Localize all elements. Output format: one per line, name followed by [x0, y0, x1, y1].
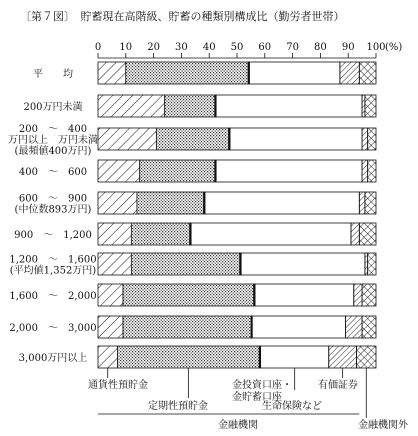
bar-segment-5 [351, 223, 359, 245]
category-label: 200 〜 400 [18, 124, 88, 135]
group-label-nonfinancial: 金融機関外 [358, 420, 408, 431]
legend-label-2: 定期性預貯金 [148, 401, 208, 412]
x-tick-label: 20 [147, 42, 160, 53]
x-tick-label: 70 [286, 42, 299, 53]
category-label: 1,600 〜 2,000 [9, 291, 97, 302]
bar-segment-1 [98, 62, 126, 84]
bar-segment-4 [216, 95, 362, 117]
category-label: 2,000 〜 3,000 [9, 323, 97, 334]
category-label: 平 均 [33, 69, 73, 80]
chart-title: 〔第７図〕 貯蓄現在高階級、貯蓄の種類別構成比（勤労者世帯） [20, 10, 345, 23]
bar-segment-4 [205, 192, 359, 214]
bar-segment-6 [368, 128, 376, 150]
bar-segment-6 [357, 346, 376, 368]
bar-segment-2 [137, 192, 204, 214]
bar-segment-6 [368, 160, 376, 182]
x-tick-label: 90 [341, 42, 355, 53]
bar-segment-6 [359, 62, 376, 84]
bar-segment-6 [365, 192, 376, 214]
bar-segment-4 [250, 62, 340, 84]
bar-segment-5 [345, 316, 362, 338]
legend [88, 368, 409, 431]
bar-segment-5 [340, 62, 359, 84]
x-axis-unit: (%) [385, 42, 403, 53]
bar-segment-4 [241, 253, 365, 275]
group-label-financial: 金融機関 [218, 420, 258, 431]
category-label: 400 〜 600 [18, 167, 88, 178]
bar-segment-6 [359, 223, 376, 245]
bars [98, 62, 376, 368]
bar-segment-5 [362, 160, 368, 182]
bar-segment-4 [261, 346, 329, 368]
category-label: (最頻値400万円) [14, 146, 92, 157]
legend-label-4: 生命保険など [262, 401, 322, 412]
bar-segment-1 [98, 192, 137, 214]
bar-segment-1 [98, 253, 131, 275]
legend-label-5: 有価証券 [318, 380, 358, 391]
category-label: 3,000万円以上 [18, 353, 88, 364]
x-axis [95, 42, 403, 58]
x-tick-label: 10 [119, 42, 133, 53]
bar-segment-2 [126, 62, 248, 84]
bar-segment-1 [98, 316, 123, 338]
bar-segment-4 [216, 160, 362, 182]
bar-segment-5 [359, 192, 365, 214]
legend-label-1: 通貨性預貯金 [88, 380, 148, 391]
bar-segment-5 [362, 128, 368, 150]
x-tick-label: 0 [94, 42, 102, 53]
bar-segment-2 [131, 253, 239, 275]
bar-segment-2 [156, 128, 228, 150]
legend-label-3a: 金投資口座・ [232, 380, 292, 391]
bar-segment-2 [117, 346, 259, 368]
bar-segment-5 [354, 284, 362, 306]
bar-segment-4 [230, 128, 362, 150]
bar-segment-6 [362, 316, 376, 338]
x-tick-label: 80 [314, 42, 327, 53]
x-tick-label: 30 [175, 42, 188, 53]
bar-segment-6 [362, 284, 376, 306]
bar-segment-1 [98, 95, 165, 117]
bar-segment-2 [123, 284, 254, 306]
category-label: 900 〜 1,200 [14, 230, 92, 241]
bar-segment-2 [140, 160, 215, 182]
bar-segment-1 [98, 160, 140, 182]
x-tick-label: 40 [202, 42, 216, 53]
bar-segment-1 [98, 223, 131, 245]
bar-segment-4 [252, 316, 345, 338]
category-label: 万円以上 万円未満 [8, 135, 98, 146]
category-labels [8, 67, 98, 364]
bar-segment-6 [368, 253, 376, 275]
bar-segment-2 [131, 223, 189, 245]
bar-segment-5 [329, 346, 357, 368]
bar-segment-4 [255, 284, 354, 306]
x-tick-label: 50 [230, 42, 244, 53]
x-tick-label: 100 [366, 42, 386, 53]
category-label: (中位数893万円) [14, 204, 92, 216]
bar-segment-2 [123, 316, 251, 338]
category-label: 200万円未満 [23, 102, 83, 113]
bar-segment-5 [362, 95, 365, 117]
bar-segment-1 [98, 128, 156, 150]
x-tick-label: 60 [258, 42, 272, 53]
bar-segment-6 [365, 95, 376, 117]
category-label: (平均値1,352万円) [9, 265, 97, 277]
bar-segment-2 [165, 95, 215, 117]
category-label: 1,200 〜 1,600 [9, 254, 97, 266]
bar-segment-5 [365, 253, 368, 275]
category-label: 600 〜 900 [18, 193, 88, 205]
bar-segment-4 [191, 223, 351, 245]
legend-label-3b: 金貯蓄口座 [232, 392, 282, 403]
bar-segment-1 [98, 346, 117, 368]
bar-segment-1 [98, 284, 123, 306]
